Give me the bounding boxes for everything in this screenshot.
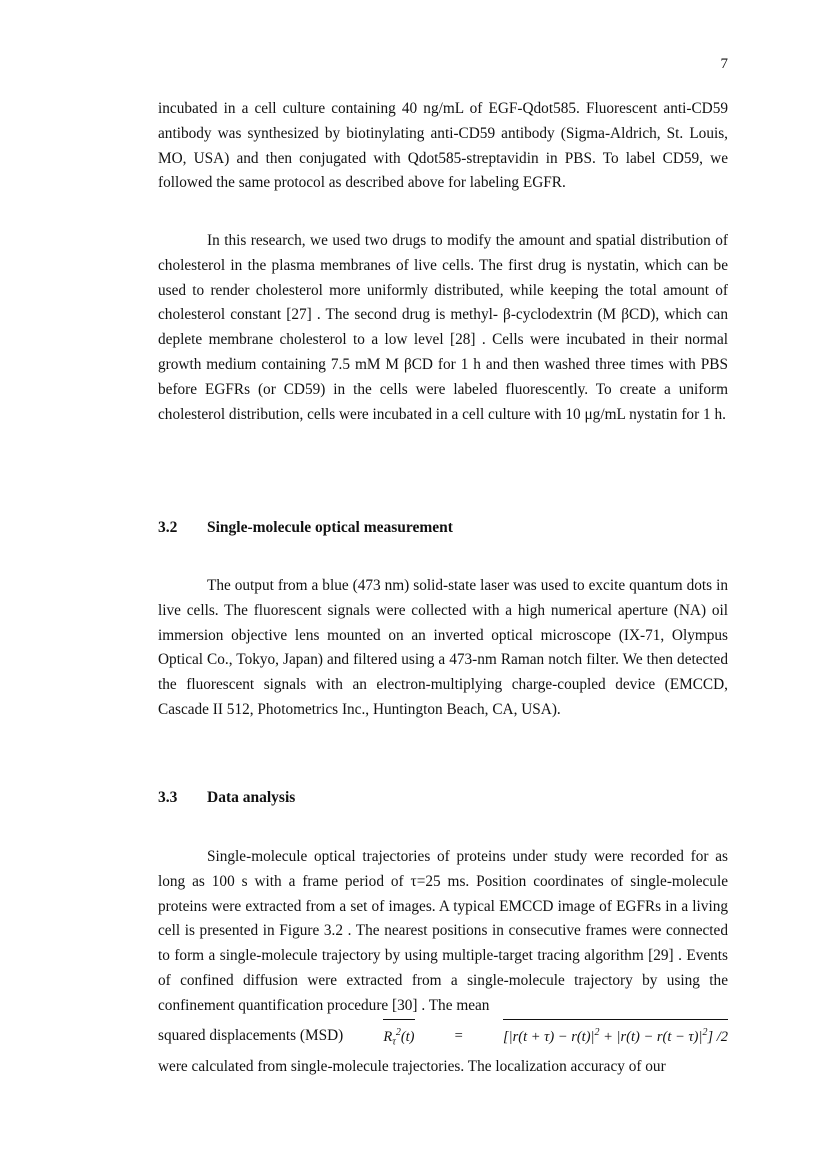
msd-symbol-r: R [383, 1028, 393, 1045]
section-title: Data analysis [207, 789, 296, 806]
msd-rhs-sq1: 2 [594, 1026, 600, 1038]
paragraph-cd59-labeling: incubated in a cell culture containing 40 ng/mL of EGF-Qdot585. Fluorescent anti-CD59 antibody was synthesized by biotinylating anti-CD59 antibody (Sigma-Aldrich, St. Louis, MO, USA) and then conjugated with Qdot585-streptavidin in PBS. To label CD59, we followed the same protocol as described above for labeling EGFR. [158, 100, 728, 192]
msd-label: squared displacements (MSD) [158, 1027, 344, 1045]
msd-formula-line [158, 1019, 728, 1056]
msd-arg: (t) [400, 1028, 415, 1045]
section-title: Single-molecule optical measurement [207, 519, 453, 536]
paragraph-data-analysis [158, 845, 728, 1080]
msd-rhs-part3: ] /2 [707, 1028, 728, 1045]
paragraph-data-analysis-body: Single-molecule optical trajectories of proteins under study were recorded for as long as 100 s with a frame period of τ=25 ms. Position coordinates of single-molecule proteins were extracted from a set of images. A typical EMCCD image of EGFRs in a living cell is presented in Figure 3.2 . The nearest positions in consecutive frames were connected to form a single-molecule trajectory by using multiple-target tracing algorithm [29] . Events of confined diffusion were extracted from a single-molecule trajectory by using the confinement quantification procedure [30] . The mean [158, 848, 728, 1014]
paragraph-data-analysis-tail: were calculated from single-molecule trajectories. The localization accuracy of our [158, 1058, 666, 1076]
msd-rhs-sq2: 2 [702, 1026, 708, 1038]
msd-rhs-part1: [|r(t + τ) − r(t)| [502, 1028, 595, 1045]
msd-subscript: τ [392, 1036, 396, 1048]
paragraph-cholesterol-drugs: In this research, we used two drugs to modify the amount and spatial distribution of cholesterol in the plasma membranes of live cells. The first drug is nystatin, which can be used to render cholesterol more uniformly distributed, while keeping the total amount of cholesterol constant [27] . The second drug is methyl- β-cyclodextrin (M βCD), which can deplete membrane cholesterol to a low level [28] . Cells were incubated in their normal growth medium containing 7.5 mM M βCD for 1 h and then washed three times with PBS before EGFRs (or CD59) in the cells were labeled fluorescently. To create a uniform cholesterol distribution, cells were incubated in a cell culture with 10 μg/mL nystatin for 1 h. [158, 232, 728, 423]
section-heading-3-2 [158, 519, 453, 537]
msd-lhs [383, 1019, 414, 1056]
msd-rhs [503, 1019, 728, 1050]
msd-rhs-part2: + |r(t) − r(t − τ)| [599, 1028, 703, 1045]
msd-superscript: 2 [395, 1026, 401, 1038]
section-number: 3.2 [158, 519, 178, 536]
msd-equals: = [454, 1028, 463, 1045]
section-heading-3-3 [158, 789, 295, 807]
section-number: 3.3 [158, 789, 178, 806]
paragraph-optical-measurement: The output from a blue (473 nm) solid-state laser was used to excite quantum dots in live cells. The fluorescent signals were collected with a high numerical aperture (NA) oil immersion objective lens mounted on an inverted optical microscope (IX-71, Olympus Optical Co., Tokyo, Japan) and filtered using a 473-nm Raman notch filter. We then detected the fluorescent signals with an electron-multiplying charge-coupled device (EMCCD, Cascade II 512, Photometrics Inc., Huntington Beach, CA, USA). [158, 577, 728, 718]
page-number: 7 [720, 56, 728, 72]
